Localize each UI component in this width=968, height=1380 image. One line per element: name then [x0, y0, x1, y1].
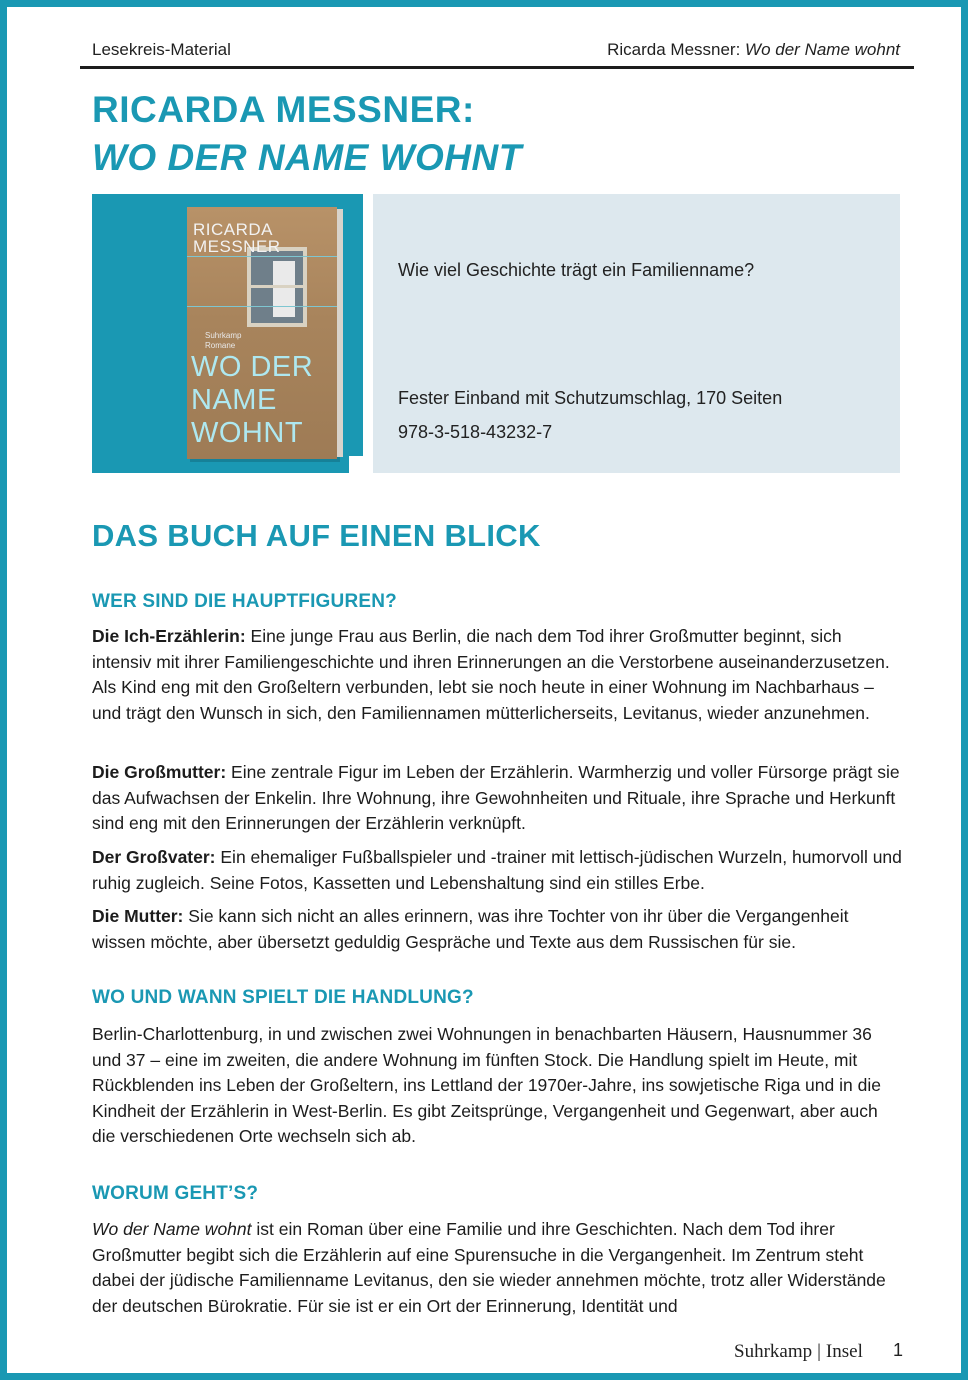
page-number: 1 [893, 1340, 904, 1360]
cover-window-graphic [247, 247, 307, 327]
publisher-insel: Insel [825, 1341, 863, 1362]
character-paragraph [92, 760, 902, 837]
cover-publisher-text: Suhrkamp Romane [205, 331, 242, 350]
document-title [92, 86, 522, 182]
book-isbn: 978-3-518-43232-7 [398, 422, 553, 442]
book-format: Fester Einband mit Schutzumschlag, 170 Seiten [398, 388, 783, 408]
character-name: Die Großmutter: [92, 762, 227, 782]
cover-author-text: RICARDA MESSNER [193, 220, 281, 256]
character-name: Die Mutter: [92, 906, 184, 926]
running-header-right [607, 40, 900, 60]
cover-title-text: WO DER NAME WOHNT [191, 351, 314, 449]
title-line-book: WO DER NAME WOHNT [92, 137, 522, 178]
plot-paragraph [92, 1217, 902, 1319]
plot-heading: WORUM GEHT’S? [92, 1183, 259, 1204]
book-teaser: Wie viel Geschichte trägt ein Familienname? [398, 260, 755, 280]
character-name: Der Großvater: [92, 847, 216, 867]
running-header-title: Wo der Name wohnt [745, 40, 900, 59]
character-name: Die Ich-Erzählerin: [92, 626, 246, 646]
cover-window-bar [251, 285, 303, 288]
setting-heading: WO UND WANN SPIELT DIE HANDLUNG? [92, 987, 474, 1008]
publisher-suhrkamp: Suhrkamp [734, 1341, 813, 1362]
character-paragraph [92, 845, 902, 896]
character-description: Eine junge Frau aus Berlin, die nach dem Tod ihrer Großmutter beginnt, sich intensiv mit ihrer Familiengeschichte und ihren Erinnerungen an die Verstorbene auseinanderzusetzen. Als Kind eng mit den Großeltern verbunden, lebt sie noch heute in einer Wohnung im Nachbarhaus – und trägt den Wunsch in sich, den Familiennamen mütterlicherseits, Levitanus, wieder anzunehmen. [92, 626, 890, 723]
character-paragraph [92, 904, 902, 955]
book-page-edge [337, 209, 343, 457]
publisher-logo [734, 1341, 863, 1363]
character-paragraph [92, 624, 902, 726]
character-description: Sie kann sich nicht an alles erinnern, was ihre Tochter von ihr über die Vergangenheit wissen möchte, aber übersetzt geduldig Gespräche und Texte aus dem Russischen für sie. [92, 906, 849, 952]
cover-panel-notch [349, 456, 363, 473]
cover-guide-line [187, 256, 337, 257]
plot-book-title: Wo der Name wohnt [92, 1219, 252, 1239]
header-rule [80, 66, 914, 69]
running-header-left: Lesekreis-Material [92, 40, 231, 59]
book-cover-image [187, 207, 337, 459]
character-description: Ein ehemaliger Fußballspieler und -trainer mit lettisch-jüdischen Wurzeln, humorvoll und ruhig zugleich. Seine Fotos, Kassetten und Lebenshaltung sind ein stilles Erbe. [92, 847, 902, 893]
setting-paragraph: Berlin-Charlottenburg, in und zwischen zwei Wohnungen in benachbarten Häusern, Hausnummer 36 und 37 – eine im zweiten, die andere Wohnung im fünften Stock. Die Handlung spielt im Heute, mit Rückblenden ins Leben der Großeltern, ins Lettland der 1970er-Jahre, ins sowjetische Riga und in die Kindheit der Erzählerin in West-Berlin. Es gibt Zeitsprünge, Vergangenheit und Gegenwart, aber auch die verschiedenen Orte wechseln sich ab. [92, 1024, 881, 1146]
running-header-author: Ricarda Messner: [607, 40, 746, 59]
characters-heading: WER SIND DIE HAUPTFIGUREN? [92, 591, 397, 612]
plot-text: ist ein Roman über eine Familie und ihre Geschichten. Nach dem Tod ihrer Großmutter begibt sich die Erzählerin auf eine Spurensuche in die Vergangenheit. Im Zentrum steht dabei der jüdische Familienname Levitanus, den sie wieder annehmen möchte, trotz aller Widerstände der deutschen Bürokratie. Für sie ist er ein Ort der Erinnerung, Identität und [92, 1219, 886, 1316]
cover-curtain-graphic [273, 261, 295, 317]
character-description: Eine zentrale Figur im Leben der Erzählerin. Warmherzig und voller Fürsorge prägt sie das Aufwachsen der Enkelin. Ihre Wohnung, ihre Gewohnheiten und Rituale, ihre Sprache und Herkunft sind eng mit den Erinnerungen der Erzählerin verknüpft. [92, 762, 900, 833]
title-line-author: RICARDA MESSNER: [92, 89, 475, 130]
cover-guide-line [187, 306, 337, 307]
publisher-separator: | [817, 1341, 821, 1362]
section-title: DAS BUCH AUF EINEN BLICK [92, 518, 541, 553]
